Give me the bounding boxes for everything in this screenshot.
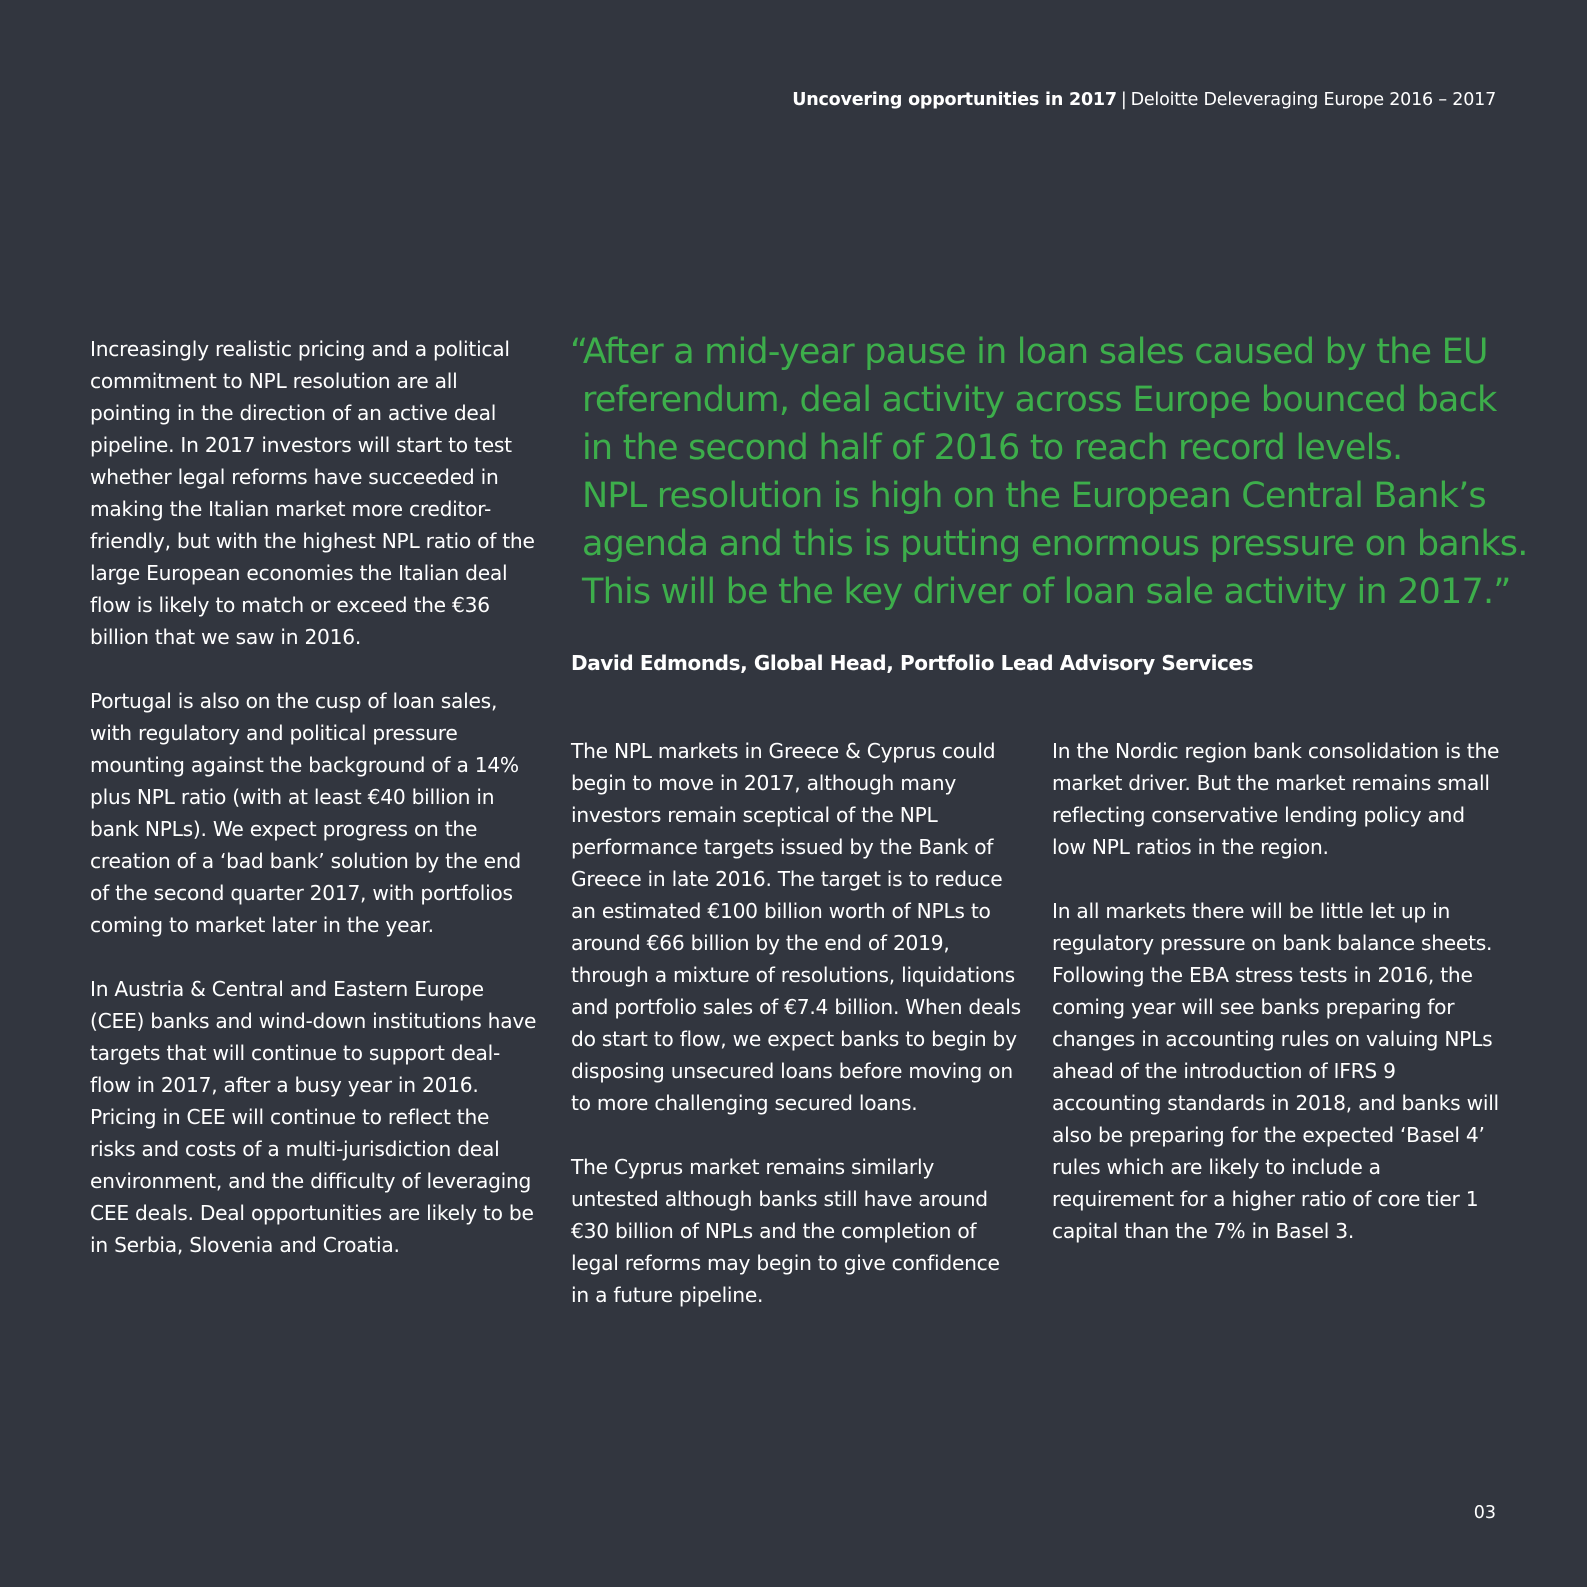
quote-line-2: referendum, deal activity across Europe bounced back bbox=[582, 380, 1497, 420]
left-paragraph-1: Increasingly realistic pricing and a political commitment to NPL resolution are all pointing in the direction of an active deal pipeline. In 2017 investors will start to test whether legal reforms have succeeded in making the Italian market more creditor-friendly, but with the highest NPL ratio of the large European economies the Italian deal flow is likely to match or exceed the €36 billion that we saw in 2016. bbox=[90, 337, 535, 649]
left-paragraph-2: Portugal is also on the cusp of loan sales, with regulatory and political pressure mounting against the background of a 14% plus NPL ratio (with at least €40 billion in bank NPLs). We expect progress on the creation of a ‘bad bank’ solution by the end of the second quarter 2017, with portfolios coming to market later in the year. bbox=[90, 689, 521, 937]
middle-paragraph-2: The Cyprus market remains similarly untested although banks still have around €30 billion of NPLs and the completion of legal reforms may begin to give confidence in a future pipeline. bbox=[571, 1155, 1000, 1307]
left-column bbox=[90, 333, 538, 1261]
running-header bbox=[792, 88, 1496, 112]
quote-line-3: in the second half of 2016 to reach record levels. bbox=[582, 428, 1403, 468]
quote-line-6: This will be the key driver of loan sale activity in 2017.” bbox=[582, 572, 1511, 612]
header-separator: | bbox=[1120, 90, 1127, 110]
right-paragraph-1: In the Nordic region bank consolidation is the market driver. But the market remains small reflecting conservative lending policy and low NPL ratios in the region. bbox=[1052, 739, 1500, 859]
page-number: 03 bbox=[1473, 1503, 1496, 1523]
quote-attribution: David Edmonds, Global Head, Portfolio Lead Advisory Services bbox=[571, 651, 1254, 675]
header-title-bold: Uncovering opportunities in 2017 bbox=[792, 90, 1117, 110]
left-paragraph-3: In Austria & Central and Eastern Europe (CEE) banks and wind-down institutions have targets that will continue to support deal-flow in 2017, after a busy year in 2016. Pricing in CEE will continue to reflect the risks and costs of a multi-jurisdiction deal environment, and the difficulty of leveraging CEE deals. Deal opportunities are likely to be in Serbia, Slovenia and Croatia. bbox=[90, 977, 537, 1257]
right-column bbox=[1052, 735, 1504, 1247]
right-paragraph-2: In all markets there will be little let up in regulatory pressure on bank balance sheets. Following the EBA stress tests in 2016, the coming year will see banks preparing for changes in accounting rules on valuing NPLs ahead of the introduction of IFRS 9 accounting standards in 2018, and banks will also be preparing for the expected ‘Basel 4’ rules which are likely to include a requirement for a higher ratio of core tier 1 capital than the 7% in Basel 3. bbox=[1052, 899, 1499, 1243]
middle-column bbox=[571, 735, 1023, 1311]
middle-paragraph-1: The NPL markets in Greece & Cyprus could begin to move in 2017, although many investors remain sceptical of the NPL performance targets issued by the Bank of Greece in late 2016. The target is to reduce an estimated €100 billion worth of NPLs to around €66 billion by the end of 2019, through a mixture of resolutions, liquidations and portfolio sales of €7.4 billion. When deals do start to flow, we expect banks to begin by disposing unsecured loans before moving on to more challenging secured loans. bbox=[571, 739, 1021, 1115]
quote-line-1: “After a mid-year pause in loan sales caused by the EU bbox=[570, 332, 1488, 372]
quote-line-4: NPL resolution is high on the European Central Bank’s bbox=[582, 476, 1486, 516]
quote-line-5: agenda and this is putting enormous pressure on banks. bbox=[582, 524, 1528, 564]
pull-quote bbox=[570, 328, 1528, 616]
header-title-rest: Deloitte Deleveraging Europe 2016 – 2017 bbox=[1130, 90, 1496, 110]
